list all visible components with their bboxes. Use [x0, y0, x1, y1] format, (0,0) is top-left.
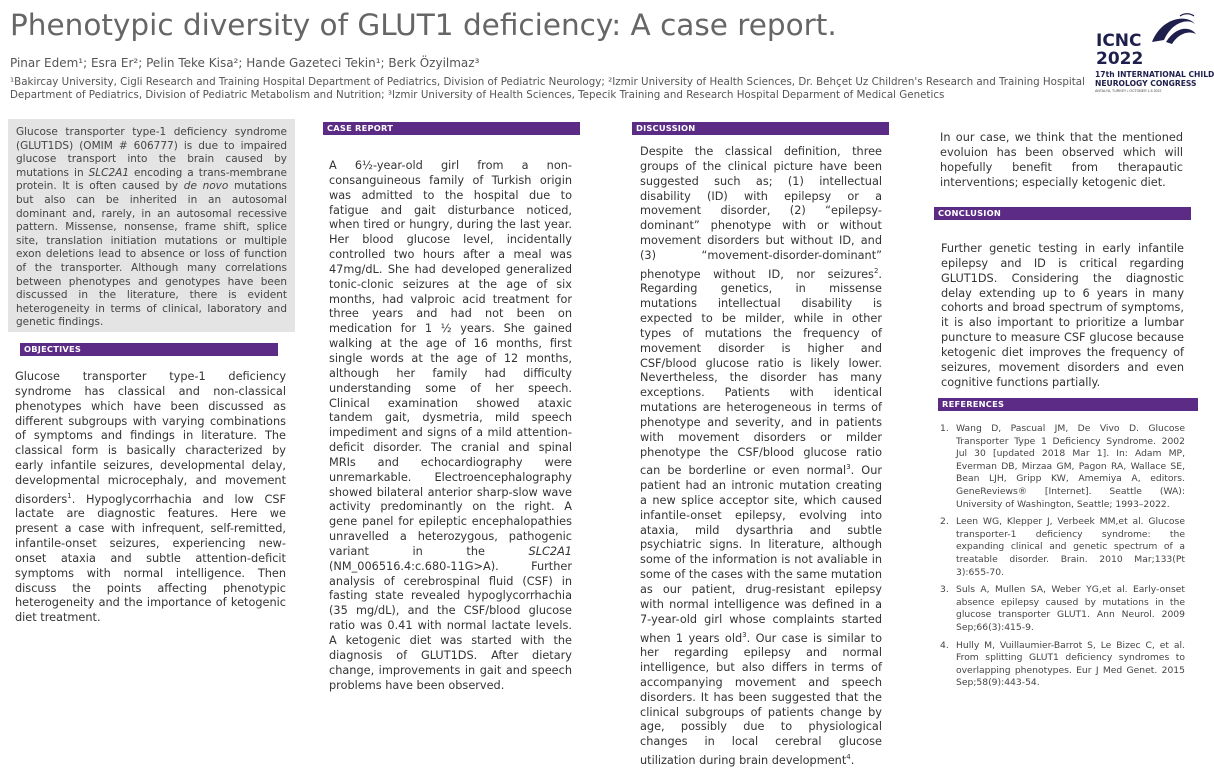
objectives-text: Glucose transporter type-1 deficiency syndrome has classical and non-classical phenotypes which have been discussed as different subgroups with varying combinations of symptoms and findings in literature. The classical form is basically characterized by early infantile seizures, developmental delay, developmental microcephaly, and movement disorders$^1$. Hypoglycorrhachia and low CSF lactate are diagnostic features. Here we present a case with infrequent, self-remitted, infantile-onset seizures, experiencing new-onset ataxia and subtle attention-deficit symptoms with normal intelligence. Then discuss the points affecting phenotypic heterogeneity and the importance of ketogenic diet treatment.: [15, 370, 286, 625]
author-list: Pinar Edem¹; Esra Er²; Pelin Teke Kisa²; Hande Gazeteci Tekin¹; Berk Özyilmaz³: [10, 56, 480, 70]
reference-item: 3. Suls A, Mullen SA, Weber YG,et al. Early-onset absence epilepsy caused by mutations in the glucose transporter GLUT1. Ann Neurol. 2009 Sep;66(3):415-9.: [940, 584, 1185, 633]
logo-location: ANTALYA, TURKEY • OCTOBER 1-5 2022: [1095, 89, 1162, 93]
discussion-header: DISCUSSION: [632, 122, 889, 135]
logo-wordmark: ICNC 2022: [1096, 31, 1144, 69]
conclusion-header: CONCLUSION: [934, 207, 1191, 220]
references-list: [940, 423, 1185, 695]
introduction-box: [8, 119, 295, 332]
references-header: REFERENCES: [938, 398, 1198, 411]
poster-title: Phenotypic diversity of GLUT1 deficiency: A case report.: [10, 8, 837, 42]
affiliations: ¹Bakircay University, Cigli Research and Training Hospital Department of Pediatrics, Division of Pediatric Neurology; ²Izmir University of Health Sciences, Dr. Behçet Uz Children's Research and Training Hospital Department of Pediatrics, Division of Pediatric Metabolism and Nutrition; ³Izmir University of Health Sciences, Tepecik Training and Research Hospital Deparment of Medical Genetics: [10, 76, 1085, 102]
conclusion-text: Further genetic testing in early infantile epilepsy and ID is critical regarding GLUT1DS. Considering the diagnostic delay extending up to 6 years in many cohorts and broad spectrum of symptoms, it is also important to prioritize a lumbar puncture to measure CSF glucose because ketogenic diet improves the frequency of seizures, movement disorders and even cognitive functions partially.: [941, 242, 1184, 389]
discussion-text: Despite the classical definition, three groups of the clinical picture have been suggested such as; (1) intellectual disability (ID) with epilepsy or a movement disorder, (2) “epilepsy-dominant” phenotype with or without movement disorders but without ID, and (3) “movement-disorder-dominant” phenotype without ID, nor seizures$^2$. Regarding genetics, in missense mutations intellectual disability is expected to be milder, while in other types of mutations the frequency of movement disorder is higher and CSF/blood glucose ratio is likely lower. Nevertheless, the disorder has many exceptions. Patients with identical mutations are heterogeneous in terms of phenotype and severity, and in patients with movement disorders or milder phenotype the CSF/blood glucose ratio can be borderline or even normal$^3$. Our patient had an intronic mutation creating a new splice acceptor site, which caused infantile-onset epilepsy, evolving into ataxia, mild dysarthria and subtle psychiatric signs. In literature, although some of the information is not avaliable in some of the cases with the same mutation as our patient, drug-resistant epilepsy with normal intelligence was defined in a 7-year-old girl whose complaints started when 1 years old$^3$. Our case is similar to her regarding epilepsy and normal intelligence, but also differs in terms of accompanying movement and speech disorders. It has been suggested that the clinical subgroups of patients change by age, possibly due to physiological changes in local cerebral glucose utilization during brain development$^4$.: [640, 145, 883, 767]
case-report-text: A 6½-year-old girl from a non-consanguineous family of Turkish origin was admitted to the hospital due to fatigue and gait disturbance noticed, when tired or hungry, during the last year. Her blood glucose level, incidentally controlled two hours after a meal was 47mg/dL. She had developed generalized tonic-clonic seizures at the age of six months, had valproic acid treatment for three years and had not been on medication for 1 ½ years. She gained walking at the age of 16 months, first single words at the age of 12 months, although her family had difficulty understanding some of her speech. Clinical examination showed ataxic tandem gait, dysmetria, mild speech impediment and signs of a mild attention-deficit disorder. The cranial and spinal MRIs and echocardiography were unremarkable. Electroencephalography showed bilateral anterior sharp-slow wave activity predominantly on the right. A gene panel for epileptic encephalopathies unravelled a heterozygous, pathogenic variant in the SLC2A1 (NM_006516.4:c.680-11G>A). Further analysis of cerebrospinal fluid (CSF) in fasting state revealed hypoglycorrhachia (35 mg/dL), and the CSF/blood glucose ratio was 0.41 with normal lactate levels. A ketogenic diet was started with the diagnosis of GLUT1DS. After dietary change, improvements in gait and speech problems have been observed.: [329, 159, 572, 692]
case-report-header: CASE REPORT: [323, 122, 580, 135]
reference-item: 2. Leen WG, Klepper J, Verbeek MM,et al. Glucose transporter-1 deficiency syndrome: the expanding clinical and genetic spectrum of a treatable disorder. Brain. 2010 Mar;133(Pt 3):655-70.: [940, 516, 1185, 578]
logo-congress-name: 17th INTERNATIONAL CHILD NEUROLOGY CONGRESS: [1095, 70, 1214, 88]
introduction-text: Glucose transporter type-1 deficiency syndrome (GLUT1DS) (OMIM # 606777) is due to impaired glucose transport into the brain caused by mutations in SLC2A1 encoding a trans-membrane protein. It is often caused by de novo mutations but also can be inherited in an autosomal dominant and, rarely, in an autosomal recessive pattern. Missense, nonsense, frame shift, splice site, translation initiation mutations or multiple exon deletions lead to absence or loss of function of the transporter. Although many correlations between phenotypes and genotypes have been discussed in the literature, there is evident heterogeneity in terms of clinical, laboratory and genetic findings.: [16, 126, 287, 329]
reference-item: 4. Hully M, Vuillaumier-Barrot S, Le Bizec C, et al. From splitting GLUT1 deficiency syndromes to overlapping phenotypes. Eur J Med Genet. 2015 Sep;58(9):443-54.: [940, 639, 1185, 689]
discussion-continued-text: In our case, we think that the mentioned evoluion has been observed which will hopefully benefit from therapautic interventions; especially ketogenic diet.: [940, 131, 1183, 189]
reference-item: 1. Wang D, Pascual JM, De Vivo D. Glucose Transporter Type 1 Deficiency Syndrome. 2002 Jul 30 [updated 2018 Mar 1]. In: Adam MP, Everman DB, Mirzaa GM, Pagon RA, Wallace SE, Bean LJH, Gripp KW, Amemiya A, editors. GeneReviews® [Internet]. Seattle (WA): University of Washington, Seattle; 1993–2022.: [940, 423, 1185, 510]
congress-logo: [1092, 12, 1214, 102]
objectives-header: OBJECTIVES: [20, 343, 278, 356]
